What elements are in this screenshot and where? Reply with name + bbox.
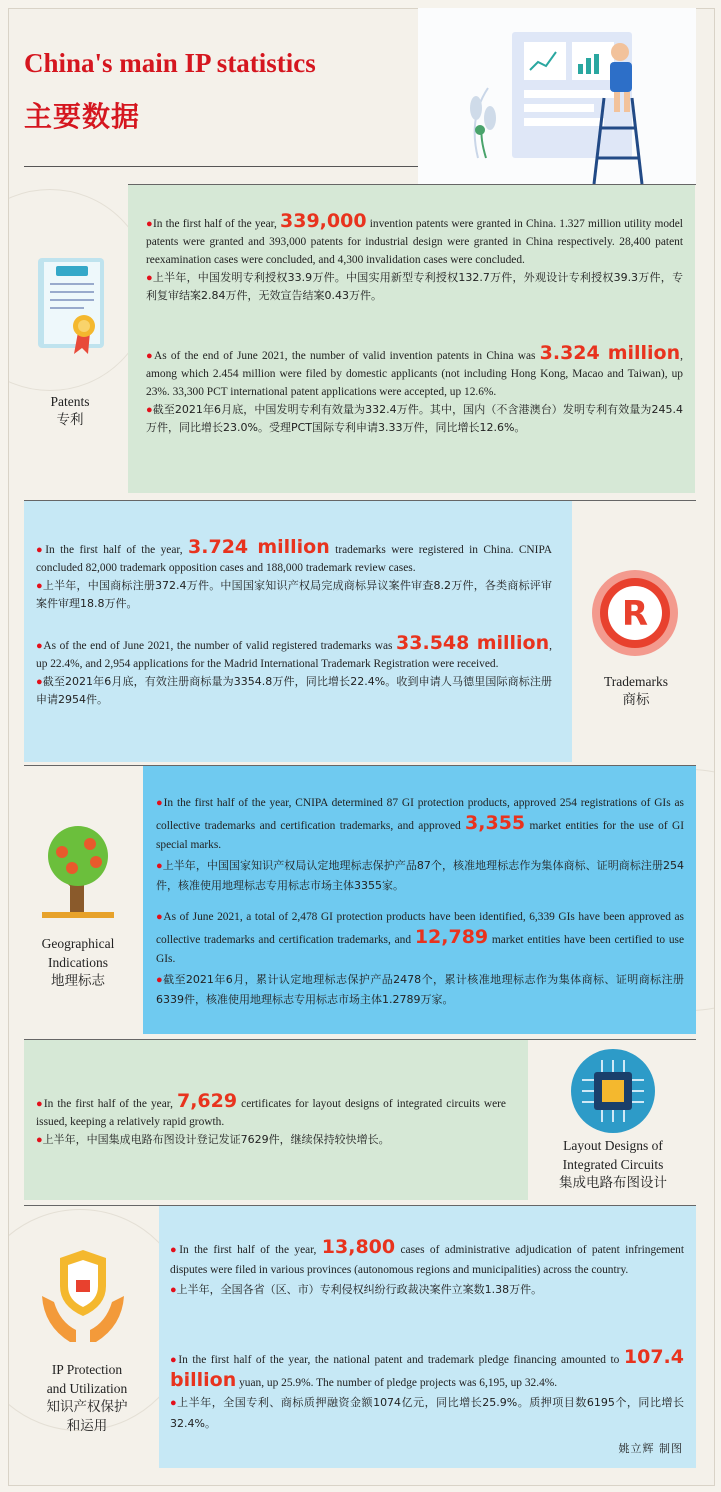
trademarks-stat-1 — [36, 538, 552, 613]
stat-text: , among which 2.454 million were filed by domestic applicants (not including Hong Kong, Macao and Taiwan), up 23%. 33,300 PCT international patent applications were accepted, up 12.6%. — [146, 350, 683, 398]
stat-text-zh: 截至2021年6月底，中国发明专利有效量为332.4万件。其中，国内（不含港澳台）发明专利有效量为245.4万件，同比增长23.0%。受理PCT国际专利申请3.33万件，同比增长12.6%。 — [146, 403, 683, 434]
stat-text: In the first half of the year, the national patent and trademark pledge financing amounted to — [178, 1354, 624, 1366]
stat-text: cases of administrative adjudication of patent infringement disputes were filed in various provinces (autonomous regions and municipalities) across the country. — [170, 1244, 684, 1276]
bullet-icon: ● — [36, 544, 46, 556]
patents-label-zh: 专利 — [56, 412, 84, 428]
patents-stat-1 — [146, 212, 683, 305]
stat-highlight: 107.4 billion — [170, 1346, 684, 1391]
trademarks-label-zh: 商标 — [622, 692, 650, 708]
ip-protection-stat-1 — [170, 1238, 684, 1301]
patents-label-en: Patents — [50, 394, 90, 409]
bullet-icon: ● — [156, 973, 164, 986]
gi-stat-1 — [156, 794, 684, 897]
bullet-icon: ● — [170, 1244, 180, 1256]
stat-highlight: 3,355 — [465, 811, 526, 834]
stat-text-zh: 截至2021年6月底，有效注册商标量为3354.8万件，同比增长22.4%。收到申请人马德里国际商标注册申请2954件。 — [36, 675, 552, 706]
stat-text-zh: 上半年，中国集成电路布图设计登记发证7629件，继续保持较快增长。 — [42, 1133, 390, 1146]
layout-designs-label-en-2: Integrated Circuits — [562, 1157, 664, 1172]
ip-protection-label — [30, 1360, 144, 1436]
section-divider — [24, 1205, 696, 1206]
bullet-icon: ● — [36, 1098, 44, 1110]
bullet-icon: ● — [146, 272, 153, 284]
stat-highlight: 339,000 — [280, 210, 367, 232]
bullet-icon: ● — [146, 404, 153, 416]
shield-hands-icon — [40, 1246, 126, 1351]
stat-text-zh: 截至2021年6月，累计认定地理标志保护产品2478个，累计核准地理标志作为集体商标、证明商标注册6339件，核准使用地理标志专用标志市场主体1.2789万家。 — [156, 972, 684, 1006]
registered-trademark-icon — [590, 568, 680, 663]
trademarks-label-en: Trademarks — [604, 674, 668, 689]
graphic-credit: 姚立辉 制图 — [618, 1442, 683, 1455]
patents-label — [30, 392, 110, 430]
stat-text: trademarks were registered in China. CNIPA concluded 82,000 trademark opposition cases and 188,000 trademark review cases. — [36, 544, 552, 574]
trademarks-stat-2 — [36, 634, 552, 709]
analytics-board-illustration — [418, 8, 696, 184]
stat-text-zh: 上半年，中国国家知识产权局认定地理标志保护产品87个，核准地理标志作为集体商标、证明商标注册254件，核准使用地理标志专用标志市场主体3355家。 — [156, 858, 684, 892]
layout-designs-label — [540, 1136, 686, 1193]
ip-protection-label-zh-1: 知识产权保护 — [46, 1399, 128, 1415]
stat-text: In the first half of the year, CNIPA determined 87 GI protection products, approved 254 registrations of GIs as collective trademarks and certification trademarks, and approved — [156, 797, 684, 832]
stat-highlight: 33.548 million — [396, 632, 550, 654]
stat-text: , up 22.4%, and 2,954 applications for the Madrid International Trademark Registration were received. — [36, 640, 552, 670]
bullet-icon: ● — [170, 1397, 178, 1409]
bullet-icon: ● — [36, 1134, 43, 1146]
gi-stat-2 — [156, 908, 684, 1011]
bullet-icon: ● — [36, 676, 43, 688]
gi-label-zh: 地理标志 — [51, 973, 105, 989]
page-title-en: China's main IP statistics — [24, 48, 316, 78]
gi-label — [26, 934, 130, 991]
stat-text: As of the end of June 2021, the number of valid registered trademarks was — [43, 640, 397, 652]
stat-text: yuan, up 25.9%. The number of pledge projects was 6,195, up 32.4%. — [236, 1376, 558, 1389]
bullet-icon: ● — [146, 218, 153, 230]
section-divider — [24, 1039, 696, 1040]
stat-text: certificates for layout designs of integrated circuits were issued, keeping a relatively rapid growth. — [36, 1098, 506, 1128]
bullet-icon: ● — [156, 859, 163, 872]
stat-text: As of June 2021, a total of 2,478 GI protection products have been identified, 6,339 GIs have been approved as collective trademarks and certification trademarks, and — [156, 911, 684, 946]
stat-highlight: 3.724 million — [188, 536, 330, 558]
ip-protection-label-zh-2: 和运用 — [66, 1418, 108, 1434]
stat-highlight: 12,789 — [414, 925, 489, 948]
gi-label-en-2: Indications — [48, 955, 108, 970]
bullet-icon: ● — [170, 1284, 177, 1296]
page-title-zh: 主要数据 — [24, 100, 141, 133]
chip-icon — [568, 1046, 658, 1141]
bullet-icon: ● — [156, 911, 164, 923]
stat-text: invention patents were granted in China. 1.327 million utility model patents were granted and 393,000 patents for industrial design were granted in China respectively. 28,400 patent reexamination cases were concluded, and 4,300 invalidation cases were concluded. — [146, 218, 683, 266]
tree-icon — [38, 822, 118, 925]
stat-highlight: 7,629 — [176, 1090, 238, 1112]
section-divider — [128, 184, 696, 185]
bullet-icon: ● — [36, 640, 44, 652]
gi-label-en-1: Geographical — [41, 936, 115, 951]
ip-protection-label-en-1: IP Protection — [51, 1362, 123, 1377]
stat-text: market entities for the use of GI special marks. — [156, 819, 684, 851]
layout-designs-label-en-1: Layout Designs of — [563, 1138, 663, 1153]
stat-text: market entities have been certified to use GIs. — [156, 933, 685, 965]
title-divider — [24, 166, 418, 167]
layout-designs-stat-1 — [36, 1092, 506, 1149]
bullet-icon: ● — [146, 350, 154, 362]
stat-text-zh: 上半年，全国各省（区、市）专利侵权纠纷行政裁决案件立案数1.38万件。 — [176, 1283, 543, 1296]
stat-text-zh: 上半年，中国商标注册372.4万件。中国国家知识产权局完成商标异议案件审查8.2万件，各类商标评审案件审理18.8万件。 — [36, 579, 552, 610]
stat-text: In the first half of the year, — [179, 1244, 322, 1256]
bullet-icon: ● — [170, 1354, 179, 1366]
stat-text: In the first half of the year, — [45, 544, 189, 556]
patents-stat-2 — [146, 344, 683, 437]
bullet-icon: ● — [156, 797, 164, 809]
layout-designs-label-zh: 集成电路布图设计 — [559, 1175, 667, 1191]
trademarks-label — [586, 672, 686, 710]
section-divider — [24, 500, 696, 501]
stat-highlight: 3.324 million — [539, 342, 681, 364]
ip-protection-label-en-2: and Utilization — [46, 1381, 128, 1396]
stat-text-zh: 上半年，全国专利、商标质押融资金额1074亿元，同比增长25.9%。质押项目数6195个，同比增长32.4%。 — [170, 1396, 684, 1430]
stat-text: As of the end of June 2021, the number of valid invention patents in China was — [154, 350, 540, 362]
stat-highlight: 13,800 — [321, 1236, 396, 1258]
bullet-icon: ● — [36, 580, 43, 592]
ip-protection-stat-2 — [170, 1348, 684, 1434]
stat-text-zh: 上半年，中国发明专利授权33.9万件。中国实用新型专利授权132.7万件，外观设计专利授权39.3万件，专利复审结案2.84万件，无效宣告结案0.43万件。 — [146, 271, 683, 302]
svg-text:R: R — [621, 594, 649, 634]
stat-text: In the first half of the year, — [43, 1098, 177, 1110]
section-divider — [24, 765, 696, 766]
patent-certificate-icon — [36, 256, 108, 361]
stat-text: In the first half of the year, — [152, 218, 281, 230]
